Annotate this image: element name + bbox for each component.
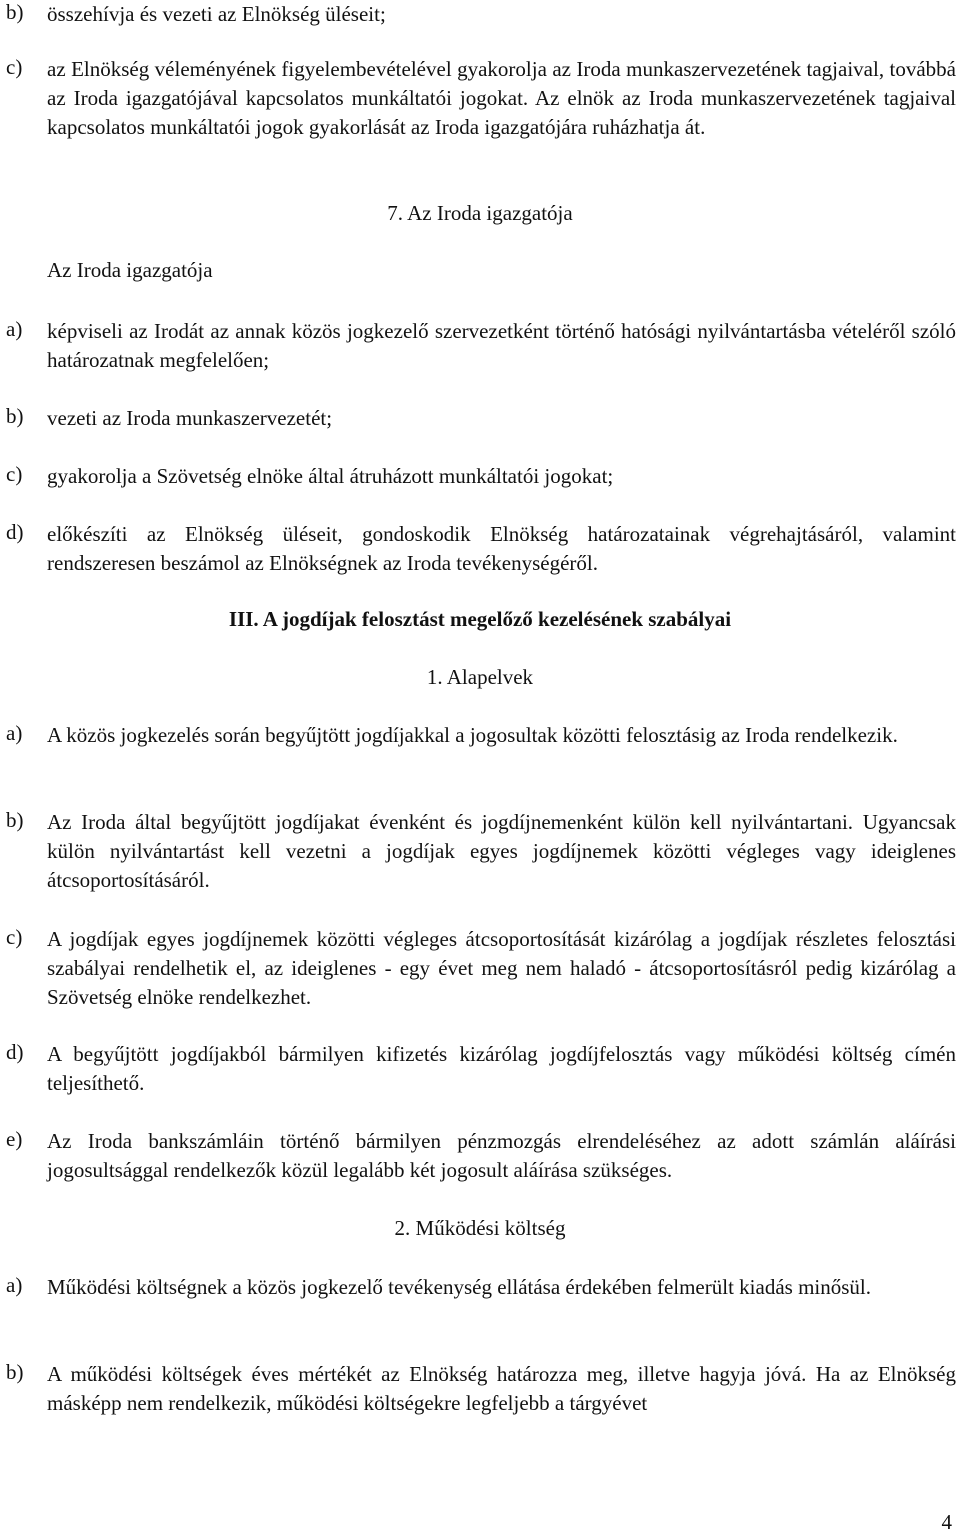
item-text: Működési költségnek a közös jogkezelő tevékenység ellátása érdekében felmerült kiadás minősül. [47,1275,871,1299]
list-item [6,1127,956,1185]
item-label: b) [6,404,24,428]
item-label: c) [6,462,23,486]
item-label: b) [6,1360,24,1384]
item-label: e) [6,1127,23,1151]
item-label: a) [6,317,23,341]
item-text: összehívja és vezeti az Elnökség üléseit; [47,2,386,26]
item-label: c) [6,925,23,949]
chapter-heading: III. A jogdíjak felosztást megelőző kezelésének szabályai [228,607,732,631]
item-text: képviseli az Irodát az annak közös jogkezelő szervezetként történő hatósági nyilvántartásba vételéről szóló határozatnak megfelelően; [47,319,956,372]
item-text: Az Iroda által begyűjtött jogdíjakat évenként és jogdíjnemenként külön kell nyilvántartani. Ugyancsak külön nyilvántartást kell vezetni a jogdíjak egyes jogdíjnemek közötti végleges vagy ideiglenes átcsoportosításáról. [47,810,956,892]
item-label: a) [6,721,23,745]
list-item [6,721,956,750]
item-text: az Elnökség véleményének figyelembevételével gyakorolja az Iroda munkaszervezetének tagjaival, továbbá az Iroda igazgatójával kapcsolatos munkáltatói jogokat. Az elnök az Iroda munkaszervezetének tagjaival kapcsolatos munkáltatói jogok gyakorlását az Iroda igazgatójára ruházhatja át. [47,57,956,139]
item-label: a) [6,1273,23,1297]
side-label: Az Iroda igazgatója [47,258,213,282]
item-label: d) [6,1040,24,1064]
list-item [6,1360,956,1418]
item-text: A működési költségek éves mértékét az Elnökség határozza meg, illetve hagyja jóvá. Ha az Elnökség másképp nem rendelkezik, működési költségekre legfeljebb a tárgyévet [47,1362,956,1415]
item-label: b) [6,0,24,24]
item-label: b) [6,808,24,832]
list-item [6,55,956,142]
list-item [6,1273,956,1302]
section-heading: 7. Az Iroda igazgatója [387,201,573,225]
list-item [6,808,956,895]
list-item [6,462,956,491]
item-label: d) [6,520,24,544]
item-text: gyakorolja a Szövetség elnöke által átruházott munkáltatói jogokat; [47,464,614,488]
item-text: A begyűjtött jogdíjakból bármilyen kifizetés kizárólag jogdíjfelosztás vagy működési költség címén teljesíthető. [47,1042,956,1095]
list-item [6,520,956,578]
subsection-heading: 1. Alapelvek [426,665,534,689]
item-text: A jogdíjak egyes jogdíjnemek közötti végleges átcsoportosítását kizárólag a jogdíjak részletes felosztási szabályai rendelhetik el, az ideiglenes - egy évet meg nem haladó - átcsoportosításról pedig kizárólag a Szövetség elnöke rendelkezhet. [47,927,956,1009]
item-text: A közös jogkezelés során begyűjtött jogdíjakkal a jogosultak közötti felosztásig az Iroda rendelkezik. [47,723,898,747]
item-text: előkészíti az Elnökség üléseit, gondoskodik Elnökség határozatainak végrehajtásáról, valamint rendszeresen beszámol az Elnökségnek az Iroda tevékenységéről. [47,522,956,575]
item-text: vezeti az Iroda munkaszervezetét; [47,406,333,430]
list-item [6,0,956,29]
item-label: c) [6,55,23,79]
page-number: 4 [941,1510,952,1534]
subsection-heading: 2. Működési költség [394,1216,566,1240]
list-item [6,317,956,375]
list-item [6,925,956,1012]
item-text: Az Iroda bankszámláin történő bármilyen pénzmozgás elrendeléséhez az adott számlán aláírási jogosultsággal rendelkezők közül legalább két jogosult aláírása szükséges. [47,1129,956,1182]
list-item [6,1040,956,1098]
list-item [6,404,956,433]
